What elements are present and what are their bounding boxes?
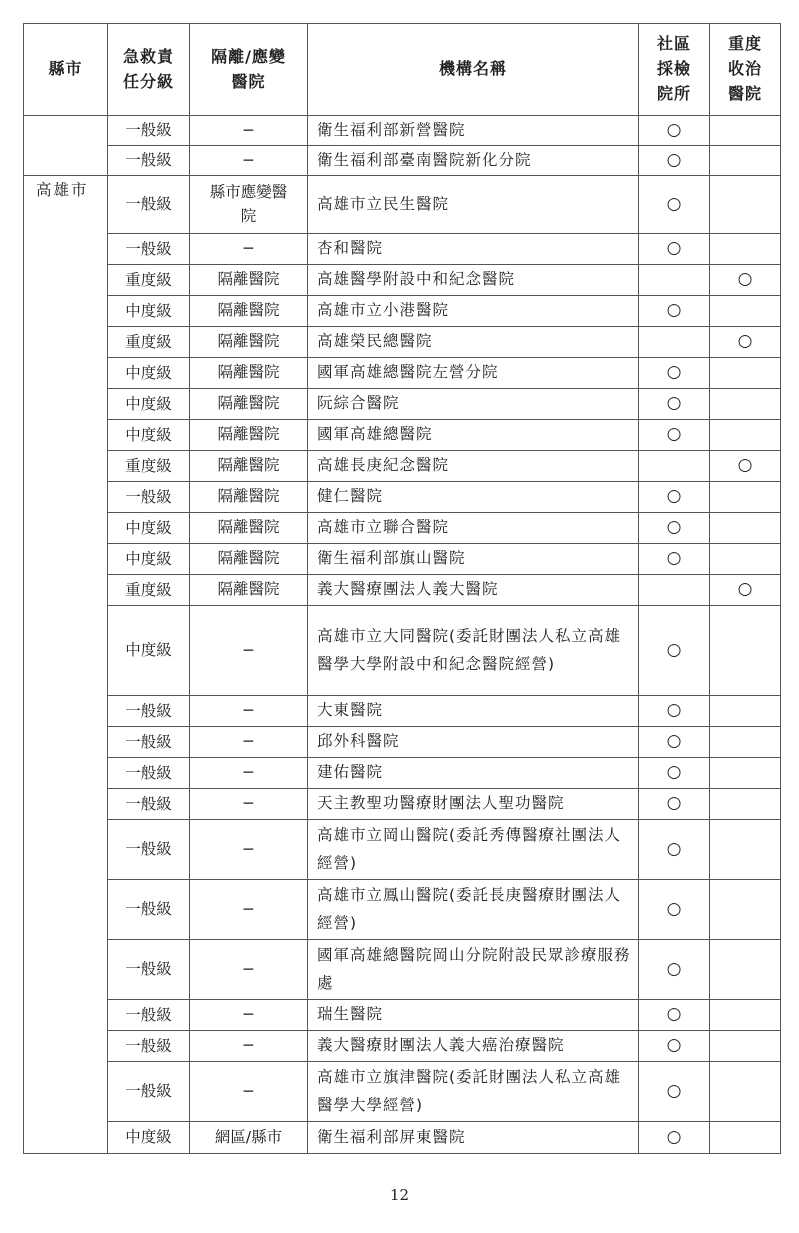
cell-name: 衛生福利部旗山醫院	[308, 544, 639, 575]
cell-isolation	[190, 606, 308, 696]
cell-name: 義大醫療團法人義大醫院	[308, 575, 639, 606]
cell-name: 瑞生醫院	[308, 1000, 639, 1031]
cell-isolation-text: −	[242, 239, 255, 258]
table-row	[24, 296, 781, 327]
header-name: 機構名稱	[308, 24, 639, 116]
cell-severe	[710, 389, 781, 420]
cell-isolation-text: 隔離醫院	[217, 332, 280, 351]
cell-severe	[710, 1000, 781, 1031]
page-number: 12	[389, 1186, 410, 1204]
table-row	[24, 234, 781, 265]
cell-isolation-text: 隔離醫院	[217, 270, 280, 289]
cell-community: ○	[639, 146, 710, 176]
cell-community: ○	[639, 820, 710, 880]
cell-isolation	[190, 880, 308, 940]
cell-isolation	[190, 789, 308, 820]
cell-community: ○	[639, 482, 710, 513]
cell-severe	[710, 940, 781, 1000]
cell-name: 高雄醫學附設中和紀念醫院	[308, 265, 639, 296]
header-level-text: 急救責任分級	[122, 46, 174, 91]
cell-isolation-text: 隔離醫院	[217, 425, 280, 444]
cell-isolation	[190, 696, 308, 727]
cell-level: 一般級	[108, 234, 190, 265]
cell-isolation-text: 隔離醫院	[217, 518, 280, 537]
header-severe-text: 重度收治醫院	[727, 34, 762, 103]
cell-name: 天主教聖功醫療財團法人聖功醫院	[308, 789, 639, 820]
cell-severe	[710, 358, 781, 389]
cell-level: 一般級	[108, 116, 190, 146]
cell-isolation	[190, 544, 308, 575]
cell-isolation-text: −	[242, 701, 255, 720]
table-row	[24, 116, 781, 146]
cell-isolation-text: −	[242, 763, 255, 782]
cell-community: ○	[639, 1000, 710, 1031]
cell-community: ○	[639, 296, 710, 327]
cell-name: 國軍高雄總醫院左營分院	[308, 358, 639, 389]
cell-isolation-text: 隔離醫院	[217, 456, 280, 475]
cell-name: 義大醫療財團法人義大癌治療醫院	[308, 1031, 639, 1062]
cell-severe	[710, 1062, 781, 1122]
cell-severe	[710, 176, 781, 234]
table-row	[24, 1122, 781, 1154]
table-row	[24, 758, 781, 789]
table-row	[24, 544, 781, 575]
cell-community: ○	[639, 758, 710, 789]
cell-isolation-text: −	[242, 1081, 255, 1100]
cell-isolation-text: −	[242, 959, 255, 978]
cell-severe: ○	[710, 451, 781, 482]
header-severe	[710, 24, 781, 116]
cell-name: 高雄市立岡山醫院(委託秀傳醫療社團法人經營)	[308, 820, 639, 880]
table-row	[24, 820, 781, 880]
cell-isolation	[190, 176, 308, 234]
cell-level: 中度級	[108, 420, 190, 451]
cell-name: 高雄市立民生醫院	[308, 176, 639, 234]
cell-community	[639, 265, 710, 296]
cell-isolation-text: −	[242, 1036, 255, 1055]
cell-name: 高雄榮民總醫院	[308, 327, 639, 358]
cell-level: 一般級	[108, 880, 190, 940]
cell-county: 高雄市	[24, 176, 108, 1154]
table-row	[24, 451, 781, 482]
header-community	[639, 24, 710, 116]
cell-isolation	[190, 1122, 308, 1154]
cell-severe	[710, 789, 781, 820]
table-row	[24, 940, 781, 1000]
cell-name: 衛生福利部屏東醫院	[308, 1122, 639, 1154]
table-row	[24, 575, 781, 606]
table-row	[24, 1031, 781, 1062]
cell-severe	[710, 146, 781, 176]
table-row	[24, 880, 781, 940]
cell-isolation	[190, 116, 308, 146]
cell-community: ○	[639, 789, 710, 820]
hospital-table	[23, 23, 781, 1154]
cell-isolation-text: 網區/縣市	[214, 1127, 283, 1146]
cell-name: 高雄市立聯合醫院	[308, 513, 639, 544]
cell-community: ○	[639, 234, 710, 265]
cell-community: ○	[639, 606, 710, 696]
table-row	[24, 358, 781, 389]
cell-isolation-text: 隔離醫院	[217, 580, 280, 599]
cell-severe	[710, 820, 781, 880]
cell-isolation	[190, 389, 308, 420]
table-row	[24, 146, 781, 176]
cell-level: 重度級	[108, 575, 190, 606]
cell-severe	[710, 880, 781, 940]
header-isolation	[190, 24, 308, 116]
cell-isolation-text: −	[242, 794, 255, 813]
cell-isolation	[190, 296, 308, 327]
table-row	[24, 513, 781, 544]
table-body	[24, 116, 781, 1154]
cell-community: ○	[639, 420, 710, 451]
cell-severe	[710, 606, 781, 696]
cell-severe	[710, 696, 781, 727]
cell-isolation	[190, 358, 308, 389]
cell-community: ○	[639, 1062, 710, 1122]
header-level	[108, 24, 190, 116]
cell-severe	[710, 234, 781, 265]
cell-isolation	[190, 1062, 308, 1122]
cell-isolation	[190, 420, 308, 451]
cell-level: 一般級	[108, 789, 190, 820]
cell-isolation-text: −	[242, 732, 255, 751]
cell-isolation	[190, 758, 308, 789]
cell-isolation-text: 縣市應變醫院	[209, 183, 288, 225]
cell-isolation-text: −	[242, 120, 255, 139]
cell-isolation	[190, 1031, 308, 1062]
cell-name: 高雄市立旗津醫院(委託財團法人私立高雄醫學大學經營)	[308, 1062, 639, 1122]
cell-severe: ○	[710, 265, 781, 296]
cell-severe	[710, 1031, 781, 1062]
cell-community	[639, 327, 710, 358]
cell-name: 國軍高雄總醫院	[308, 420, 639, 451]
header-community-text: 社區採檢院所	[656, 34, 691, 103]
cell-name: 阮綜合醫院	[308, 389, 639, 420]
cell-severe	[710, 420, 781, 451]
cell-name: 建佑醫院	[308, 758, 639, 789]
table-row	[24, 327, 781, 358]
cell-isolation	[190, 1000, 308, 1031]
cell-severe	[710, 727, 781, 758]
cell-level: 中度級	[108, 1122, 190, 1154]
cell-severe	[710, 544, 781, 575]
cell-severe	[710, 1122, 781, 1154]
cell-community: ○	[639, 696, 710, 727]
cell-level: 中度級	[108, 544, 190, 575]
cell-community: ○	[639, 727, 710, 758]
cell-community: ○	[639, 1122, 710, 1154]
cell-community: ○	[639, 940, 710, 1000]
cell-name: 國軍高雄總醫院岡山分院附設民眾診療服務處	[308, 940, 639, 1000]
cell-community: ○	[639, 176, 710, 234]
cell-level: 一般級	[108, 1031, 190, 1062]
cell-name: 高雄市立大同醫院(委託財團法人私立高雄醫學大學附設中和紀念醫院經營)	[308, 606, 639, 696]
cell-name: 高雄長庚紀念醫院	[308, 451, 639, 482]
table-row	[24, 1062, 781, 1122]
cell-level: 中度級	[108, 358, 190, 389]
table-row	[24, 696, 781, 727]
cell-severe	[710, 513, 781, 544]
table-row	[24, 389, 781, 420]
cell-isolation	[190, 513, 308, 544]
cell-community: ○	[639, 880, 710, 940]
cell-isolation-text: −	[242, 899, 255, 918]
cell-name: 衛生福利部臺南醫院新化分院	[308, 146, 639, 176]
cell-isolation	[190, 575, 308, 606]
cell-level: 一般級	[108, 727, 190, 758]
cell-severe	[710, 296, 781, 327]
cell-name: 杏和醫院	[308, 234, 639, 265]
cell-isolation	[190, 327, 308, 358]
cell-level: 一般級	[108, 1000, 190, 1031]
cell-isolation	[190, 234, 308, 265]
cell-isolation-text: 隔離醫院	[217, 301, 280, 320]
cell-community: ○	[639, 513, 710, 544]
cell-name: 大東醫院	[308, 696, 639, 727]
cell-name: 衛生福利部新營醫院	[308, 116, 639, 146]
cell-isolation	[190, 820, 308, 880]
cell-community: ○	[639, 358, 710, 389]
cell-community: ○	[639, 1031, 710, 1062]
cell-level: 中度級	[108, 513, 190, 544]
cell-isolation-text: 隔離醫院	[217, 363, 280, 382]
cell-level: 一般級	[108, 940, 190, 1000]
cell-isolation	[190, 265, 308, 296]
cell-severe: ○	[710, 575, 781, 606]
header-county: 縣市	[24, 24, 108, 116]
cell-level: 一般級	[108, 820, 190, 880]
cell-level: 一般級	[108, 758, 190, 789]
cell-level: 重度級	[108, 327, 190, 358]
cell-severe	[710, 482, 781, 513]
cell-name: 邱外科醫院	[308, 727, 639, 758]
header-isolation-text: 隔離/應變醫院	[211, 46, 286, 91]
cell-county	[24, 116, 108, 176]
table-row	[24, 482, 781, 513]
table-row	[24, 727, 781, 758]
table-row	[24, 176, 781, 234]
table-row	[24, 265, 781, 296]
cell-name: 高雄市立鳳山醫院(委託長庚醫療財團法人經營)	[308, 880, 639, 940]
table-row	[24, 789, 781, 820]
cell-isolation-text: 隔離醫院	[217, 394, 280, 413]
cell-name: 健仁醫院	[308, 482, 639, 513]
cell-severe: ○	[710, 327, 781, 358]
cell-isolation-text: −	[242, 839, 255, 858]
cell-isolation	[190, 940, 308, 1000]
cell-level: 中度級	[108, 389, 190, 420]
cell-community: ○	[639, 116, 710, 146]
cell-isolation	[190, 146, 308, 176]
cell-level: 一般級	[108, 482, 190, 513]
table-row	[24, 420, 781, 451]
cell-community	[639, 575, 710, 606]
cell-isolation	[190, 451, 308, 482]
cell-level: 重度級	[108, 451, 190, 482]
cell-name: 高雄市立小港醫院	[308, 296, 639, 327]
cell-community: ○	[639, 544, 710, 575]
cell-level: 重度級	[108, 265, 190, 296]
table-row	[24, 606, 781, 696]
cell-level: 一般級	[108, 176, 190, 234]
cell-community	[639, 451, 710, 482]
cell-severe	[710, 116, 781, 146]
cell-isolation-text: 隔離醫院	[217, 487, 280, 506]
header-row	[24, 24, 781, 116]
cell-isolation	[190, 727, 308, 758]
cell-level: 中度級	[108, 296, 190, 327]
cell-isolation-text: 隔離醫院	[217, 549, 280, 568]
table-row	[24, 1000, 781, 1031]
cell-community: ○	[639, 389, 710, 420]
cell-isolation-text: −	[242, 640, 255, 659]
cell-level: 一般級	[108, 696, 190, 727]
cell-level: 中度級	[108, 606, 190, 696]
cell-level: 一般級	[108, 1062, 190, 1122]
cell-isolation-text: −	[242, 1005, 255, 1024]
cell-isolation-text: −	[242, 150, 255, 169]
cell-level: 一般級	[108, 146, 190, 176]
cell-isolation	[190, 482, 308, 513]
cell-severe	[710, 758, 781, 789]
